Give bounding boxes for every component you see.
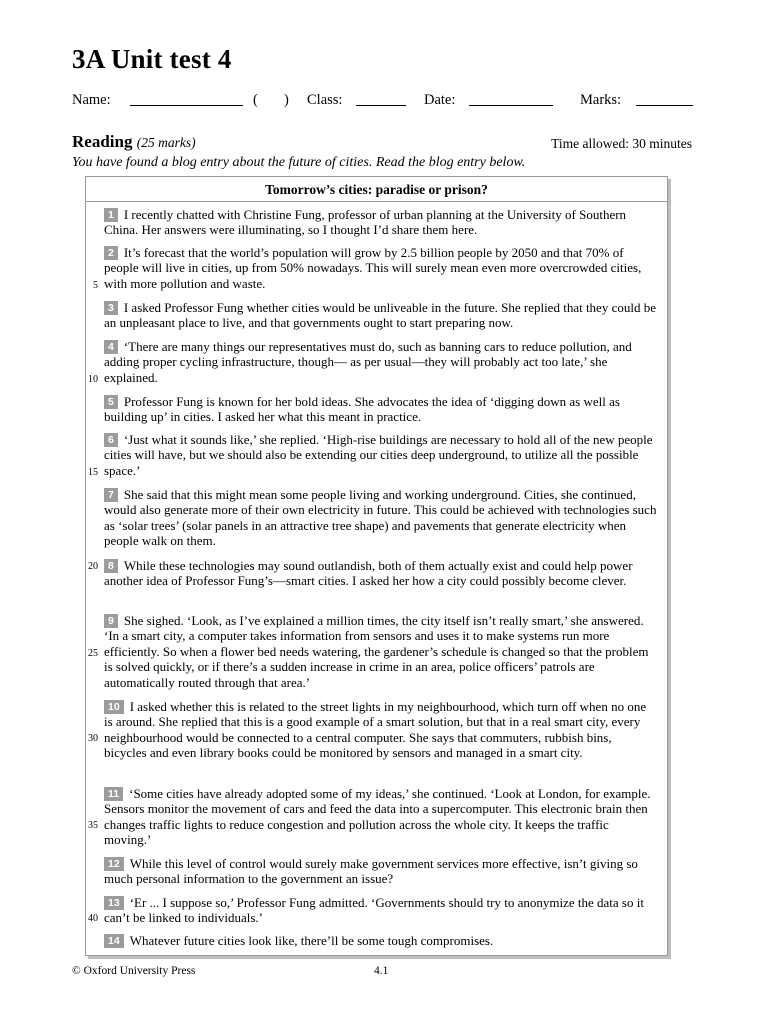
- line-number: 10: [88, 374, 98, 385]
- date-label: Date:: [424, 92, 456, 108]
- page-title: 3A Unit test 4: [72, 44, 232, 74]
- paragraph-2: [104, 245, 657, 291]
- blog-title: Tomorrow’s cities: paradise or prison?: [265, 182, 488, 197]
- paragraph-13: [104, 895, 657, 926]
- paragraph-text: ‘Just what it sounds like,’ she replied. ‘High-rise buildings are necessary to hold all of the new people cities will have, but we should also be extending our cities deep underground, to utilize all the possible space.’: [104, 432, 653, 478]
- paragraph-text: While this level of control would surely make government services more effective, isn’t giving so much personal information to the government an issue?: [104, 856, 638, 887]
- paragraph-8: [104, 558, 657, 589]
- section-heading: [72, 132, 196, 152]
- paragraph-text: ‘There are many things our representatives must do, such as banning cars to reduce pollution, and adding proper cycling infrastructure, though— as per usual—they will probably act too late,’ she explained.: [104, 339, 632, 385]
- class-label: Class:: [307, 92, 343, 108]
- paragraph-text: I recently chatted with Christine Fung, professor of urban planning at the University of Southern China. Her answers were illuminating, so I thought I’d share them here.: [104, 207, 627, 238]
- paragraph-4: [104, 339, 657, 385]
- paragraph-text: She said that this might mean some people living and working underground. Cities, she continued, would also generate more of their own electricity in future. This could be achieved with technologies such as ‘solar trees’ (solar panels in an attractive tree shape) and pavements that generate electricity when people walk on them.: [104, 487, 657, 549]
- paragraph-text: ‘Er ... I suppose so,’ Professor Fung admitted. ‘Governments should try to anonymize the data so it can’t be linked to individuals.’: [104, 895, 644, 926]
- paragraph-number: 12: [104, 857, 124, 871]
- paren-close: ): [284, 92, 289, 108]
- line-number: 30: [88, 733, 98, 744]
- line-number: 15: [88, 467, 98, 478]
- paragraph-6: [104, 432, 657, 478]
- paragraph-number: 2: [104, 246, 118, 260]
- paragraph-number: 1: [104, 208, 118, 222]
- paragraph-number: 11: [104, 787, 123, 801]
- paragraph-number: 4: [104, 340, 118, 354]
- paragraph-number: 7: [104, 488, 118, 502]
- line-number: 25: [88, 648, 98, 659]
- paragraph-text: Professor Fung is known for her bold ideas. She advocates the idea of ‘digging down as well as building up’ in cities. I asked her what this meant in practice.: [104, 394, 620, 425]
- paragraph-1: [104, 207, 657, 238]
- paragraph-14: [104, 933, 657, 948]
- paragraph-text: It’s forecast that the world’s population will grow by 2.5 billion people by 2050 and that 70% of people will live in cities, up from 50% nowadays. This will surely mean even more overcrowded cities, with more pollution and waste.: [104, 245, 642, 291]
- paragraph-3: [104, 300, 657, 331]
- blog-entry-box: [85, 176, 668, 956]
- time-allowed: Time allowed: 30 minutes: [551, 136, 692, 151]
- line-number: 5: [93, 280, 98, 291]
- marks-label: Marks:: [580, 92, 622, 108]
- paragraph-number: 3: [104, 301, 118, 315]
- copyright-notice: © Oxford University Press: [72, 965, 196, 977]
- paragraph-number: 5: [104, 395, 118, 409]
- paragraph-number: 6: [104, 433, 118, 447]
- marks-blank: [636, 105, 693, 106]
- paragraph-11: [104, 786, 657, 848]
- paragraph-text: She sighed. ‘Look, as I’ve explained a million times, the city itself isn’t really smart,’ she answered. ‘In a smart city, a computer takes information from sensors and uses it to make systems run more efficiently. So when a flower bed needs watering, the gardener’s schedule is changed so that the problem is solved quickly, or if there’s a sudden increase in crime in an area, police officers’ patrols are automatically routed through that area.’: [104, 613, 649, 690]
- paragraph-text: While these technologies may sound outlandish, both of them actually exist and could help power another idea of Professor Fung’s—smart cities. I asked her how a city could possibly become clever.: [104, 558, 633, 589]
- paragraph-text: I asked whether this is related to the street lights in my neighbourhood, which turn off when no one is around. She replied that this is a good example of a smart solution, but that in a real smart city, every neighbourhood would be connected to a central computer. She says that commuters, rubbish bins, bicycles and even library books could be monitored by sensors and managed in a smart city.: [104, 699, 647, 761]
- line-number: 20: [88, 561, 98, 572]
- line-number: 40: [88, 913, 98, 924]
- paren-open: (: [253, 92, 258, 108]
- date-blank: [469, 105, 553, 106]
- paragraph-text: I asked Professor Fung whether cities would be unliveable in the future. She replied that they could be an unpleasant place to live, and that governments ought to start preparing now.: [104, 300, 656, 331]
- paragraph-7: [104, 487, 657, 549]
- paragraph-12: [104, 856, 657, 887]
- paragraph-10: [104, 699, 657, 761]
- name-blank: [130, 105, 243, 106]
- paragraph-number: 8: [104, 559, 118, 573]
- paragraph-number: 14: [104, 934, 124, 948]
- paragraph-number: 10: [104, 700, 124, 714]
- paragraph-5: [104, 394, 657, 425]
- class-blank: [356, 105, 406, 106]
- name-label: Name:: [72, 92, 111, 108]
- paragraph-text: Whatever future cities look like, there’ll be some tough compromises.: [129, 933, 494, 948]
- instructions: You have found a blog entry about the future of cities. Read the blog entry below.: [72, 155, 526, 170]
- paragraph-9: [104, 613, 657, 690]
- page-number: 4.1: [374, 965, 389, 977]
- student-info-row: [72, 92, 694, 112]
- section-title: Reading: [72, 132, 133, 151]
- paragraph-number: 9: [104, 614, 118, 628]
- paragraph-number: 13: [104, 896, 124, 910]
- line-number: 35: [88, 820, 98, 831]
- section-marks: (25 marks): [136, 135, 196, 150]
- title-divider: [86, 201, 667, 202]
- paragraph-text: ‘Some cities have already adopted some of my ideas,’ she continued. ‘Look at London, for example. Sensors monitor the movement of cars and feed the data into a supercomputer. This electronic brain then changes traffic lights to reduce congestion and pollution across the whole city. It keeps the traffic moving.’: [104, 786, 651, 848]
